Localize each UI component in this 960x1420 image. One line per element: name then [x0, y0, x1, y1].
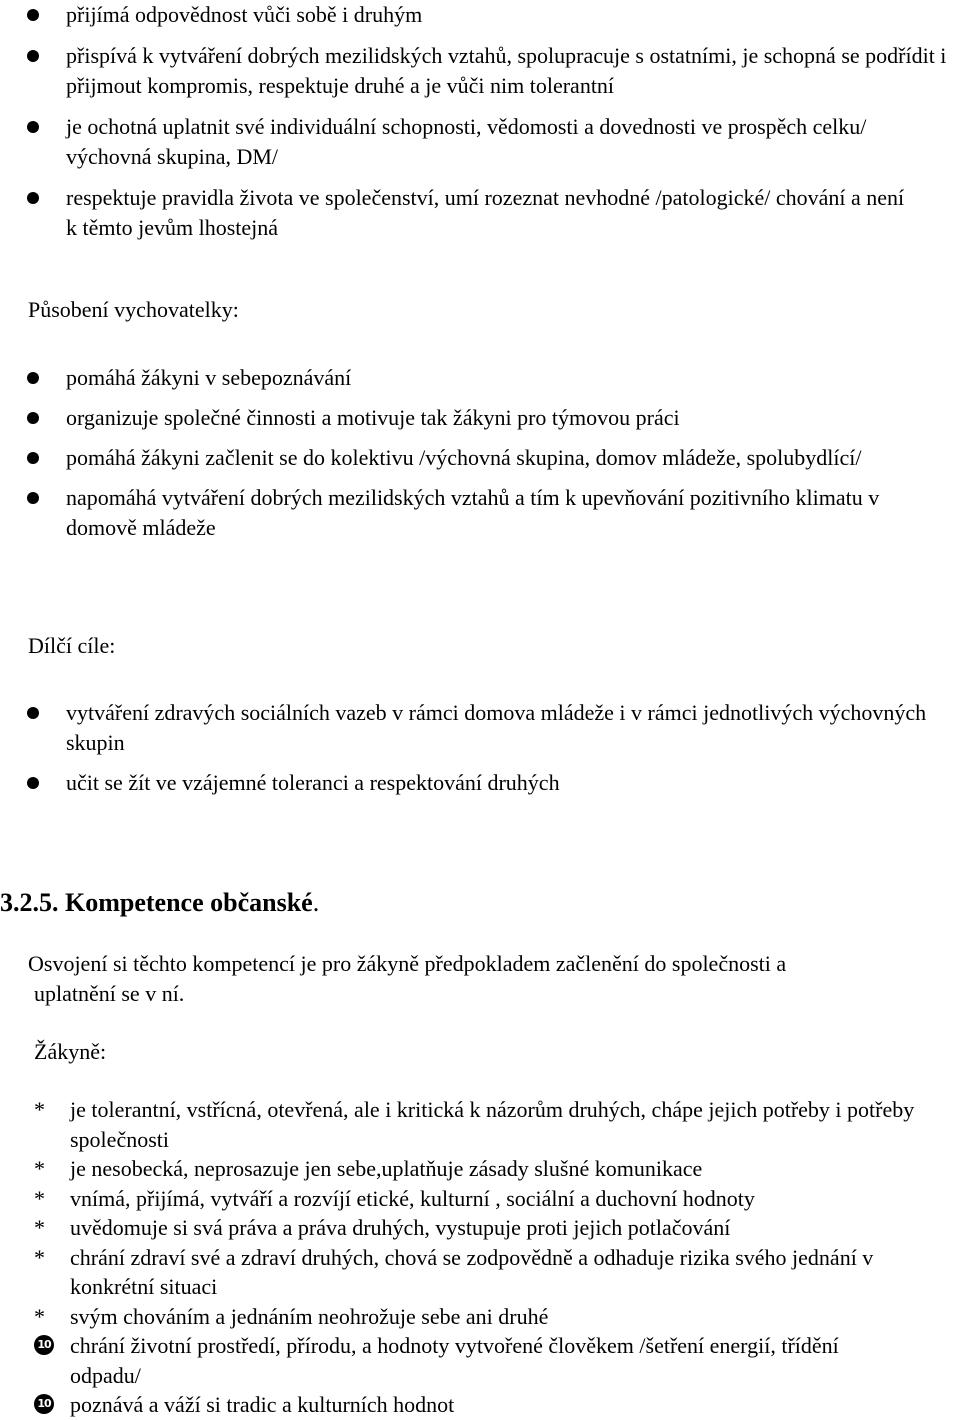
bullet-icon: [27, 192, 39, 204]
list-item-text: přispívá k vytváření dobrých mezilidských vztahů, spolupracuje s ostatními, je schopná se podřídit i přijmout kompromis, respektuje druhé a je vůči nim tolerantní: [66, 43, 947, 98]
list-item-text: svým chováním a jednáním neohrožuje sebe ani druhé: [70, 1303, 549, 1329]
list-item-text: organizuje společné činnosti a motivuje tak žákyni pro týmovou práci: [66, 405, 680, 430]
list-item: [0, 483, 926, 543]
dilci-cile-list: [0, 698, 935, 798]
list-item: [0, 0, 935, 30]
list-item-text: vnímá, přijímá, vytváří a rozvíjí etické, kulturní , sociální a duchovní hodnoty: [70, 1185, 755, 1211]
list-item-text: chrání životní prostředí, přírodu, a hodnoty vytvořené člověkem /šetření energií, třídění odpadu/: [70, 1333, 839, 1388]
asterisk-icon: *: [34, 1215, 45, 1240]
section-title-text: 3.2.5. Kompetence občanské: [0, 888, 313, 917]
list-item: [0, 1243, 910, 1302]
list-item-text: uvědomuje si svá práva a práva druhých, vystupuje proti jejich potlačování: [70, 1215, 731, 1240]
bullet-icon: [27, 707, 39, 719]
list-item: [0, 443, 886, 473]
list-item: [0, 1184, 945, 1214]
intro-line: uplatnění se v ní.: [34, 981, 185, 1006]
list-item: [0, 1302, 945, 1332]
asterisk-icon: *: [34, 1097, 45, 1122]
list-item: [0, 1390, 945, 1420]
circled-number-ten-icon: 10: [34, 1335, 54, 1355]
list-item-text: je ochotná uplatnit své individuální schopnosti, vědomosti a dovednosti ve prospěch celku/ výchovná skupina, DM/: [66, 114, 867, 169]
list-item: [0, 112, 906, 172]
list-item: [0, 1331, 900, 1390]
zakyne-label: Žákyně:: [34, 1039, 107, 1064]
circled-number-ten-icon: 10: [34, 1394, 54, 1414]
bullet-icon: [27, 9, 39, 21]
list-item-text: chrání zdraví své a zdraví druhých, chová se zodpovědně a odhaduje rizika svého jednání v konkrétní situaci: [70, 1244, 874, 1299]
list-item-text: je tolerantní, vstřícná, otevřená, ale i kritická k názorům druhých, chápe jejich potřeby i potřeby společnosti: [70, 1097, 915, 1152]
dilci-cile-heading: Dílčí cíle:: [28, 633, 116, 658]
asterisk-icon: *: [34, 1185, 45, 1211]
top-bullet-list: [0, 0, 947, 243]
zakyne-list: [0, 1095, 945, 1420]
bullet-icon: [27, 50, 39, 62]
vychovatelka-heading: Působení vychovatelky:: [28, 297, 239, 322]
list-item-text: přijímá odpovědnost vůči sobě i druhým: [66, 2, 423, 27]
asterisk-icon: *: [34, 1156, 45, 1181]
list-item-text: napomáhá vytváření dobrých mezilidských vztahů a tím k upevňování pozitivního klimatu v domově mládeže: [66, 485, 880, 540]
list-item-text: je nesobecká, neprosazuje jen sebe,uplatňuje zásady slušné komunikace: [70, 1156, 703, 1181]
section-intro: [28, 949, 928, 1009]
asterisk-icon: *: [34, 1244, 45, 1270]
list-item: [0, 1095, 945, 1154]
list-item: [0, 363, 935, 393]
intro-line: Osvojení si těchto kompetencí je pro žákyně předpokladem začlenění do společnosti a: [28, 951, 787, 976]
asterisk-icon: *: [34, 1303, 45, 1329]
list-item-text: pomáhá žákyni v sebepoznávání: [66, 365, 352, 390]
list-item-text: učit se žít ve vzájemné toleranci a respektování druhých: [66, 770, 560, 795]
bullet-icon: [27, 492, 39, 504]
bullet-icon: [27, 121, 39, 133]
list-item-text: poznává a váží si tradic a kulturních hodnot: [70, 1392, 455, 1417]
section-title: [0, 886, 319, 920]
bullet-icon: [27, 452, 39, 464]
list-item: [0, 1154, 945, 1184]
bullet-icon: [27, 777, 39, 789]
section-title-period: .: [312, 888, 320, 917]
list-item-text: pomáhá žákyni začlenit se do kolektivu /výchovná skupina, domov mládeže, spolubydlící/: [66, 445, 862, 470]
list-item: [0, 768, 935, 798]
list-item: [0, 183, 906, 243]
list-item-text: respektuje pravidla života ve společenství, umí rozeznat nevhodné /patologické/ chování a není k těmto jevům lhostejná: [66, 185, 905, 240]
bullet-icon: [27, 372, 39, 384]
list-item-text: vytváření zdravých sociálních vazeb v rámci domova mládeže i v rámci jednotlivých výchovných skupin: [66, 700, 927, 755]
list-item: [0, 403, 935, 433]
bullet-icon: [27, 412, 39, 424]
list-item: [0, 1213, 945, 1243]
list-item: [0, 41, 960, 101]
list-item: [0, 698, 946, 758]
vychovatelka-list: [0, 363, 935, 543]
